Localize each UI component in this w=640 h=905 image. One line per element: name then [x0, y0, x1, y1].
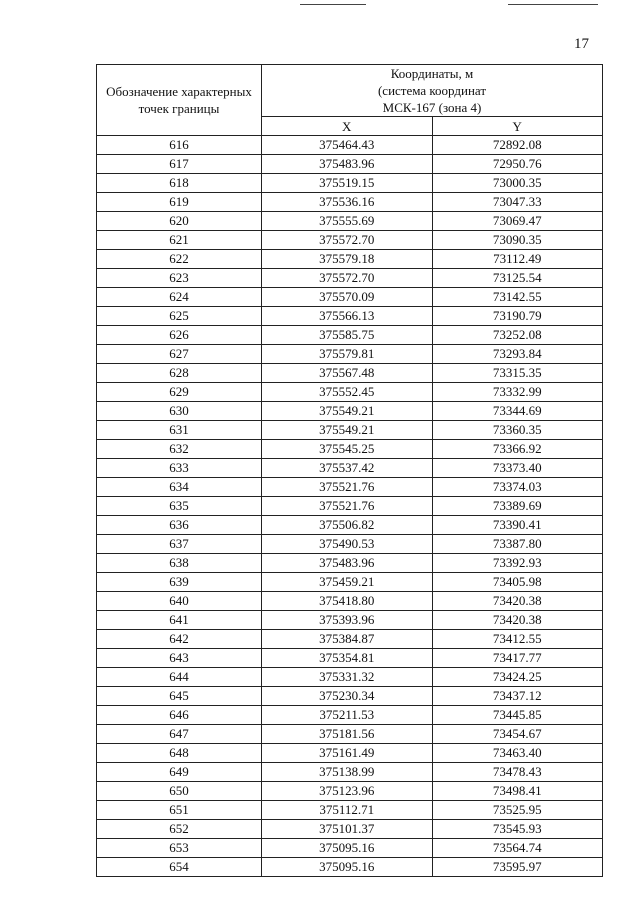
- y-coordinate-cell: 73190.79: [432, 307, 603, 326]
- point-number-cell: 635: [97, 497, 262, 516]
- table-row: [97, 706, 603, 725]
- y-coordinate-cell: 73047.33: [432, 193, 603, 212]
- point-number-cell: 629: [97, 383, 262, 402]
- y-coordinate-cell: 73437.12: [432, 687, 603, 706]
- header-designation: Обозначение характерных точек границы: [97, 65, 262, 136]
- y-coordinate-cell: 73000.35: [432, 174, 603, 193]
- x-coordinate-cell: 375483.96: [262, 155, 433, 174]
- x-coordinate-cell: 375521.76: [262, 497, 433, 516]
- x-coordinate-cell: 375572.70: [262, 231, 433, 250]
- table-row: [97, 193, 603, 212]
- x-coordinate-cell: 375579.81: [262, 345, 433, 364]
- point-number-cell: 642: [97, 630, 262, 649]
- x-coordinate-cell: 375464.43: [262, 136, 433, 155]
- x-coordinate-cell: 375483.96: [262, 554, 433, 573]
- point-number-cell: 626: [97, 326, 262, 345]
- point-number-cell: 632: [97, 440, 262, 459]
- y-coordinate-cell: 73293.84: [432, 345, 603, 364]
- x-coordinate-cell: 375230.34: [262, 687, 433, 706]
- table-row: [97, 383, 603, 402]
- y-coordinate-cell: 73387.80: [432, 535, 603, 554]
- table-row: [97, 592, 603, 611]
- x-coordinate-cell: 375123.96: [262, 782, 433, 801]
- y-coordinate-cell: 73478.43: [432, 763, 603, 782]
- y-coordinate-cell: 73360.35: [432, 421, 603, 440]
- x-coordinate-cell: 375095.16: [262, 839, 433, 858]
- x-coordinate-cell: 375211.53: [262, 706, 433, 725]
- table-row: [97, 421, 603, 440]
- y-coordinate-cell: 73069.47: [432, 212, 603, 231]
- table-row: [97, 231, 603, 250]
- point-number-cell: 627: [97, 345, 262, 364]
- table-row: [97, 687, 603, 706]
- x-coordinate-cell: 375549.21: [262, 421, 433, 440]
- y-coordinate-cell: 73525.95: [432, 801, 603, 820]
- x-coordinate-cell: 375566.13: [262, 307, 433, 326]
- top-rule-left: [300, 4, 366, 5]
- y-coordinate-cell: 73420.38: [432, 592, 603, 611]
- x-coordinate-cell: 375181.56: [262, 725, 433, 744]
- point-number-cell: 653: [97, 839, 262, 858]
- point-number-cell: 624: [97, 288, 262, 307]
- table-row: [97, 174, 603, 193]
- table-row: [97, 649, 603, 668]
- table-row: [97, 573, 603, 592]
- table-row: [97, 725, 603, 744]
- y-coordinate-cell: 73412.55: [432, 630, 603, 649]
- point-number-cell: 633: [97, 459, 262, 478]
- point-number-cell: 636: [97, 516, 262, 535]
- table-row: [97, 554, 603, 573]
- x-coordinate-cell: 375331.32: [262, 668, 433, 687]
- table-row: [97, 782, 603, 801]
- y-coordinate-cell: 73374.03: [432, 478, 603, 497]
- table-row: [97, 858, 603, 877]
- coordinates-table: [96, 64, 603, 877]
- page-number: 17: [574, 36, 589, 52]
- header-coordinates-line2: (система координат: [377, 83, 487, 98]
- y-coordinate-cell: 73595.97: [432, 858, 603, 877]
- point-number-cell: 648: [97, 744, 262, 763]
- x-coordinate-cell: 375506.82: [262, 516, 433, 535]
- table-row: [97, 136, 603, 155]
- point-number-cell: 631: [97, 421, 262, 440]
- y-coordinate-cell: 72892.08: [432, 136, 603, 155]
- x-coordinate-cell: 375536.16: [262, 193, 433, 212]
- point-number-cell: 618: [97, 174, 262, 193]
- table-row: [97, 497, 603, 516]
- table-row: [97, 668, 603, 687]
- y-coordinate-cell: 73454.67: [432, 725, 603, 744]
- x-coordinate-cell: 375545.25: [262, 440, 433, 459]
- table-row: [97, 611, 603, 630]
- x-coordinate-cell: 375393.96: [262, 611, 433, 630]
- table-row: [97, 801, 603, 820]
- x-coordinate-cell: 375101.37: [262, 820, 433, 839]
- y-coordinate-cell: 73424.25: [432, 668, 603, 687]
- y-coordinate-cell: 73090.35: [432, 231, 603, 250]
- point-number-cell: 637: [97, 535, 262, 554]
- point-number-cell: 645: [97, 687, 262, 706]
- point-number-cell: 622: [97, 250, 262, 269]
- x-coordinate-cell: 375567.48: [262, 364, 433, 383]
- x-coordinate-cell: 375521.76: [262, 478, 433, 497]
- y-coordinate-cell: 73252.08: [432, 326, 603, 345]
- table-row: [97, 744, 603, 763]
- point-number-cell: 634: [97, 478, 262, 497]
- point-number-cell: 638: [97, 554, 262, 573]
- header-y: Y: [432, 117, 603, 136]
- table-row: [97, 212, 603, 231]
- y-coordinate-cell: 73545.93: [432, 820, 603, 839]
- header-coordinates-line3: МСК-167 (зона 4): [382, 100, 482, 115]
- x-coordinate-cell: 375095.16: [262, 858, 433, 877]
- point-number-cell: 643: [97, 649, 262, 668]
- y-coordinate-cell: 73445.85: [432, 706, 603, 725]
- point-number-cell: 628: [97, 364, 262, 383]
- point-number-cell: 619: [97, 193, 262, 212]
- y-coordinate-cell: 72950.76: [432, 155, 603, 174]
- point-number-cell: 651: [97, 801, 262, 820]
- y-coordinate-cell: 73112.49: [432, 250, 603, 269]
- y-coordinate-cell: 73389.69: [432, 497, 603, 516]
- x-coordinate-cell: 375537.42: [262, 459, 433, 478]
- top-rule-right: [508, 4, 598, 5]
- x-coordinate-cell: 375555.69: [262, 212, 433, 231]
- point-number-cell: 623: [97, 269, 262, 288]
- x-coordinate-cell: 375112.71: [262, 801, 433, 820]
- table-row: [97, 326, 603, 345]
- table-row: [97, 478, 603, 497]
- y-coordinate-cell: 73420.38: [432, 611, 603, 630]
- point-number-cell: 641: [97, 611, 262, 630]
- point-number-cell: 621: [97, 231, 262, 250]
- table-row: [97, 269, 603, 288]
- point-number-cell: 639: [97, 573, 262, 592]
- y-coordinate-cell: 73392.93: [432, 554, 603, 573]
- header-x: X: [262, 117, 433, 136]
- x-coordinate-cell: 375585.75: [262, 326, 433, 345]
- table-row: [97, 763, 603, 782]
- table-row: [97, 839, 603, 858]
- header-coordinates: [262, 65, 603, 117]
- y-coordinate-cell: 73315.35: [432, 364, 603, 383]
- y-coordinate-cell: 73463.40: [432, 744, 603, 763]
- point-number-cell: 644: [97, 668, 262, 687]
- table-row: [97, 440, 603, 459]
- point-number-cell: 647: [97, 725, 262, 744]
- x-coordinate-cell: 375579.18: [262, 250, 433, 269]
- x-coordinate-cell: 375161.49: [262, 744, 433, 763]
- y-coordinate-cell: 73142.55: [432, 288, 603, 307]
- point-number-cell: 649: [97, 763, 262, 782]
- point-number-cell: 620: [97, 212, 262, 231]
- table-row: [97, 459, 603, 478]
- y-coordinate-cell: 73405.98: [432, 573, 603, 592]
- x-coordinate-cell: 375572.70: [262, 269, 433, 288]
- y-coordinate-cell: 73417.77: [432, 649, 603, 668]
- x-coordinate-cell: 375459.21: [262, 573, 433, 592]
- table-row: [97, 155, 603, 174]
- y-coordinate-cell: 73498.41: [432, 782, 603, 801]
- point-number-cell: 616: [97, 136, 262, 155]
- x-coordinate-cell: 375138.99: [262, 763, 433, 782]
- x-coordinate-cell: 375418.80: [262, 592, 433, 611]
- x-coordinate-cell: 375354.81: [262, 649, 433, 668]
- y-coordinate-cell: 73344.69: [432, 402, 603, 421]
- table-row: [97, 402, 603, 421]
- x-coordinate-cell: 375519.15: [262, 174, 433, 193]
- table-row: [97, 307, 603, 326]
- y-coordinate-cell: 73373.40: [432, 459, 603, 478]
- x-coordinate-cell: 375552.45: [262, 383, 433, 402]
- x-coordinate-cell: 375570.09: [262, 288, 433, 307]
- table-row: [97, 535, 603, 554]
- x-coordinate-cell: 375549.21: [262, 402, 433, 421]
- y-coordinate-cell: 73125.54: [432, 269, 603, 288]
- point-number-cell: 630: [97, 402, 262, 421]
- header-coordinates-line1: Координаты, м: [390, 66, 474, 81]
- x-coordinate-cell: 375490.53: [262, 535, 433, 554]
- point-number-cell: 650: [97, 782, 262, 801]
- y-coordinate-cell: 73332.99: [432, 383, 603, 402]
- table-row: [97, 630, 603, 649]
- table-row: [97, 820, 603, 839]
- point-number-cell: 646: [97, 706, 262, 725]
- table-row: [97, 288, 603, 307]
- point-number-cell: 654: [97, 858, 262, 877]
- point-number-cell: 640: [97, 592, 262, 611]
- x-coordinate-cell: 375384.87: [262, 630, 433, 649]
- table-row: [97, 364, 603, 383]
- y-coordinate-cell: 73564.74: [432, 839, 603, 858]
- table-row: [97, 250, 603, 269]
- table-row: [97, 516, 603, 535]
- y-coordinate-cell: 73390.41: [432, 516, 603, 535]
- y-coordinate-cell: 73366.92: [432, 440, 603, 459]
- table-body: [97, 136, 603, 877]
- point-number-cell: 617: [97, 155, 262, 174]
- table-row: [97, 345, 603, 364]
- point-number-cell: 625: [97, 307, 262, 326]
- point-number-cell: 652: [97, 820, 262, 839]
